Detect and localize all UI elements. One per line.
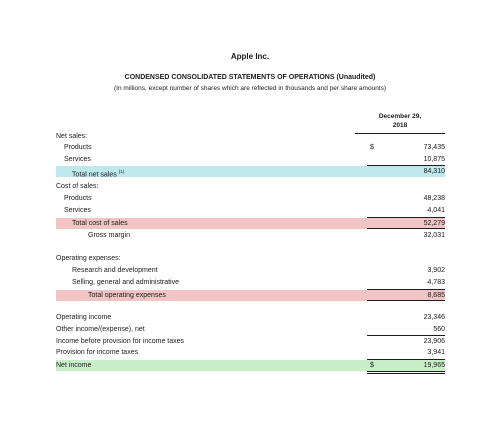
row-operating-expenses-heading — [56, 253, 445, 264]
row-services — [56, 154, 445, 165]
row-label: Services — [64, 156, 91, 163]
row-cos-products — [56, 193, 445, 204]
row-selling-general-admin — [56, 277, 445, 288]
row-total-cost-of-sales — [56, 218, 445, 229]
row-value: 32,031 — [423, 232, 445, 239]
row-label: Cost of sales: — [56, 183, 99, 190]
double-underline — [367, 371, 445, 374]
row-value: 10,875 — [423, 156, 445, 163]
row-value: 560 — [433, 326, 445, 333]
row-value: 84,310 — [423, 168, 445, 175]
row-label: Research and development — [72, 267, 158, 274]
period-line-2: 2018 — [392, 122, 408, 129]
statement-title: CONDENSED CONSOLIDATED STATEMENTS OF OPERATIONS (Unaudited) — [124, 74, 376, 81]
subtotal-rule — [367, 300, 445, 301]
row-research-development — [56, 265, 445, 276]
row-total-net-sales — [56, 166, 445, 177]
row-total-operating-expenses — [56, 290, 445, 301]
row-label — [72, 166, 124, 180]
row-value: 3,941 — [427, 349, 445, 356]
row-value: 8,685 — [427, 292, 445, 299]
row-label: Products — [64, 144, 92, 151]
row-label: Operating expenses: — [56, 255, 121, 262]
row-other-income — [56, 324, 445, 335]
row-value: 48,238 — [423, 195, 445, 202]
row-label: Income before provision for income taxes — [56, 338, 185, 345]
row-operating-income — [56, 312, 445, 323]
row-value: 73,435 — [423, 144, 445, 151]
row-label: Selling, general and administrative — [72, 279, 180, 286]
row-value: 19,965 — [423, 362, 445, 369]
dollar-sign: $ — [370, 144, 374, 151]
row-value: 4,783 — [427, 279, 445, 286]
subtotal-rule — [367, 228, 445, 229]
row-label: Net income — [56, 362, 92, 369]
row-label: Net sales: — [56, 133, 88, 140]
row-label: Provision for income taxes — [56, 349, 139, 356]
period-line-1: December 29, — [378, 113, 422, 120]
dollar-sign: $ — [370, 362, 374, 369]
row-products — [56, 142, 445, 153]
row-provision-for-taxes — [56, 347, 445, 358]
row-label: Gross margin — [88, 232, 131, 239]
statement-subtitle: (In millions, except number of shares which are reflected in thousands and per share amounts) — [113, 85, 387, 92]
row-value: 3,902 — [427, 267, 445, 274]
company-name: Apple Inc. — [230, 52, 270, 61]
row-cost-of-sales-heading — [56, 181, 445, 192]
row-label: Products — [64, 195, 92, 202]
row-label-text: Total net sales — [72, 171, 117, 179]
row-net-sales-heading — [56, 131, 445, 142]
row-value: 23,906 — [423, 338, 445, 345]
row-label: Operating income — [56, 314, 112, 321]
row-label: Total operating expenses — [88, 292, 166, 299]
period-column-header — [350, 112, 450, 130]
footnote-marker: (1) — [118, 169, 125, 174]
row-gross-margin — [56, 230, 445, 241]
row-value: 52,279 — [423, 220, 445, 227]
row-income-before-taxes — [56, 336, 445, 347]
row-value: 4,041 — [427, 207, 445, 214]
row-value: 23,346 — [423, 314, 445, 321]
row-cos-services — [56, 205, 445, 216]
row-label: Other income/(expense), net — [56, 326, 145, 333]
row-label: Services — [64, 207, 91, 214]
row-net-income — [56, 360, 445, 371]
row-label: Total cost of sales — [72, 220, 128, 227]
